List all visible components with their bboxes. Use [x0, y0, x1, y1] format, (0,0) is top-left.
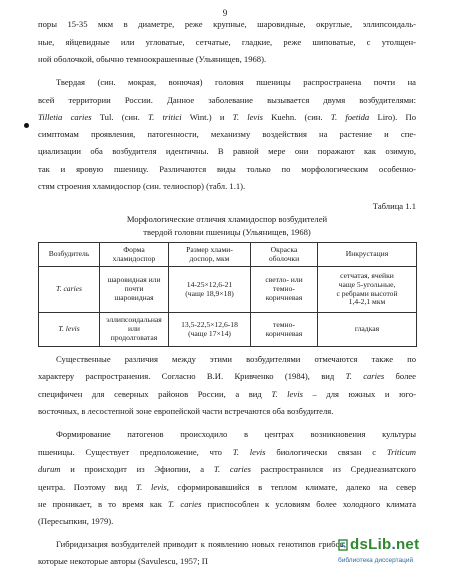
- dslib-logo[interactable]: [338, 536, 446, 576]
- text-line: восточных, в лесостепной зоне европейской части встречаются оба возбудителя.: [38, 406, 334, 416]
- text-line: всей территории России. Данное заболевание вызывается двумя возбудителями:: [38, 95, 416, 105]
- text-line: (Пересыпкин, 1979).: [38, 516, 114, 526]
- text-line: Tilletia caries Tul. (син. T. tritici Wint.) и T. levis Kuehn. (син. T. foetida Liro). По: [38, 112, 416, 122]
- table-cell: гладкая: [318, 313, 417, 347]
- species-name: T. levis: [58, 324, 80, 334]
- species-name: T. tritici: [148, 112, 182, 122]
- text-line: Твердая (син. мокрая, вонючая) головня пшеницы распространена почти на: [56, 77, 416, 87]
- text-line: симптомам проявления, патогенности, механизму воздействия на растение и спе-: [38, 129, 416, 139]
- species-name: T. levis: [135, 482, 167, 492]
- table-cell: сетчатая, ячейки чаще 5-угольные, с ребрами высотой 1,4-2,1 мкм: [318, 267, 417, 313]
- species-name: T. foetida: [330, 112, 370, 122]
- text-line: которые некоторые авторы (Savulescu, 1957; П: [38, 556, 208, 566]
- table-label: Таблица 1.1: [372, 201, 416, 211]
- species-name: T. levis: [232, 447, 266, 457]
- table-cell: 14-25×12,6-21 (чаще 18,9×18): [169, 267, 251, 313]
- text-line: ной оболочкой, обычно темноокрашенные (Ульянищев, 1968).: [38, 54, 267, 64]
- species-name: T. caries: [55, 284, 82, 294]
- table-header-cell: Размер хлами- доспор, мкм: [169, 243, 251, 267]
- species-name: T. caries: [168, 499, 202, 509]
- book-icon: [338, 539, 348, 551]
- text-line: ные, яйцевидные или угловатые, сетчатые, гладкие, реже шиповатые, с утолщен-: [38, 37, 416, 47]
- table-cell: темно- коричневая: [251, 313, 318, 347]
- table-row: [39, 313, 417, 347]
- table-cell: 13,5-22,5×12,6-18 (чаще 17×14): [169, 313, 251, 347]
- text-line: циализации оба возбудителя идентичны. В равной мере они поражают как озимую,: [38, 146, 416, 156]
- table-caption: твердой головни пшеницы (Ульянищев, 1968): [143, 227, 311, 237]
- text-line: Гибридизация возбудителей приводит к появлению новых генотипов грибов,: [56, 539, 346, 549]
- text-line: центра. Поэтому вид T. levis, сформировавшийся в теплом климате, далеко на север: [38, 482, 416, 492]
- text-line: Существенные различия между этими возбудителями отмечаются также по: [56, 354, 416, 364]
- text-line: пшеницы. Существует предположение, что T. levis биологически связан с Triticum: [38, 447, 416, 457]
- table-cell: [39, 267, 100, 313]
- species-name: T. caries: [213, 464, 251, 474]
- species-name: Triticum: [386, 447, 416, 457]
- page-number: 9: [222, 8, 228, 18]
- text-line: так и яровую пшеницу. Различаются виды только по морфологическим особенно-: [38, 164, 416, 174]
- morphology-table: [38, 242, 417, 347]
- text-line: durum и происходит из Эфиопии, а T. caries распространился из Среднеазиатского: [38, 464, 416, 474]
- species-name: durum: [38, 464, 61, 474]
- table-cell: эллипсоидальная или продолговатая: [100, 313, 169, 347]
- species-name: Tilletia caries: [38, 112, 92, 122]
- species-name: T. caries: [345, 371, 385, 381]
- table-header-cell: Возбудитель: [39, 243, 100, 267]
- table-header-cell: Окраска оболочки: [251, 243, 318, 267]
- text-line: стям строения хламидоспор (син. телиоспор) (табл. 1.1).: [38, 181, 246, 191]
- table-cell: [39, 313, 100, 347]
- text-line: не проникает, в то время как T. caries приспособлен к условиям более холодного климата: [38, 499, 416, 509]
- text-line: характеру распространения. Согласно В.И. Кривченко (1984), вид T. caries более: [38, 371, 416, 381]
- table-header-cell: Форма хламидоспор: [100, 243, 169, 267]
- table-caption: Морфологические отличия хламидоспор возбудителей: [126, 214, 328, 224]
- text-line: поры 15-35 мкм в диаметре, реже крупные, шаровидные, округлые, эллипсоидаль-: [38, 19, 416, 29]
- logo-subtitle: библиотека диссертаций: [338, 557, 414, 564]
- table-header-cell: Инкрустация: [318, 243, 417, 267]
- species-name: T. levis: [271, 389, 303, 399]
- logo-wordmark: dsLib.net: [350, 536, 420, 553]
- species-name: T. levis: [232, 112, 263, 122]
- table-cell: светло- или темно- коричневая: [251, 267, 318, 313]
- text-line: Формирование патогенов происходило в центрах возникновения культуры: [56, 429, 416, 439]
- table-row: [39, 267, 417, 313]
- table-cell: шаровидная или почти шаровидная: [100, 267, 169, 313]
- text-line: специфичен для северных районов России, а вид T. levis – для южных и юго-: [38, 389, 416, 399]
- margin-bullet: [24, 123, 29, 128]
